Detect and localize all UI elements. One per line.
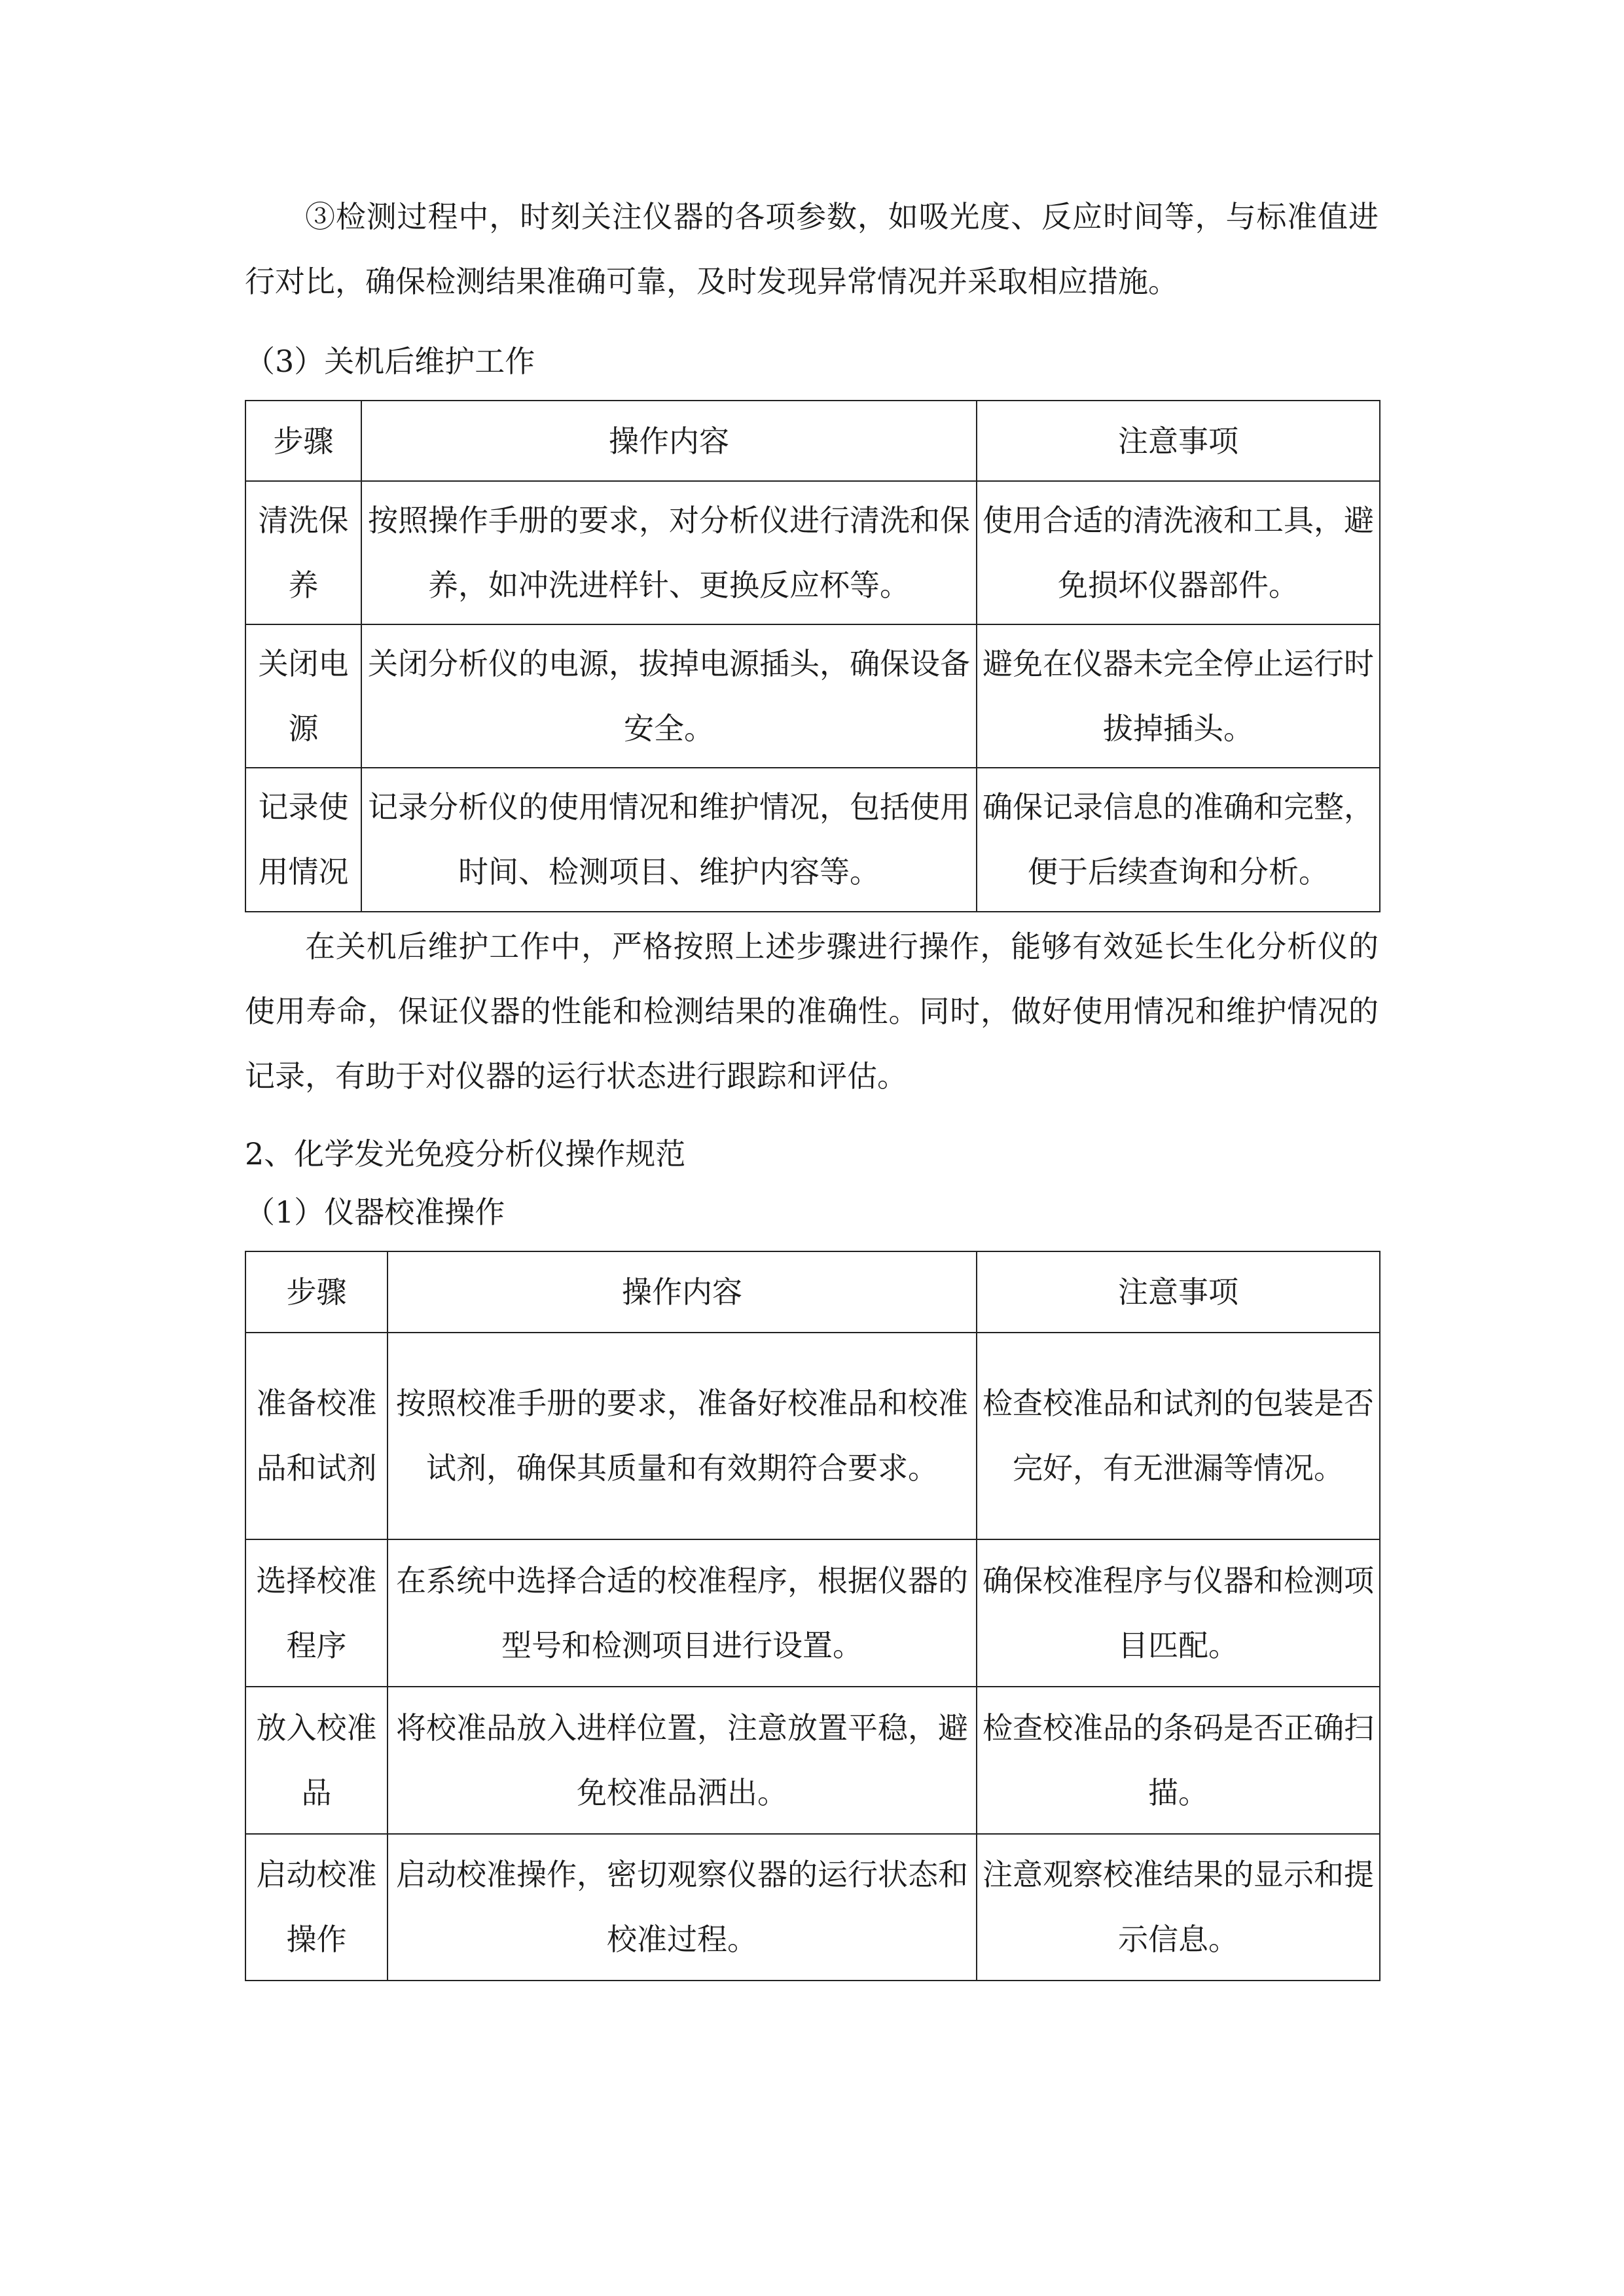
shutdown-maintenance-table bbox=[245, 400, 1380, 912]
notes-cell: 确保记录信息的准确和完整，便于后续查询和分析。 bbox=[977, 768, 1380, 912]
header-content: 操作内容 bbox=[388, 1251, 977, 1333]
calibration-table bbox=[245, 1251, 1380, 1981]
header-step: 步骤 bbox=[245, 401, 361, 481]
content-cell: 将校准品放入进样位置，注意放置平稳，避免校准品洒出。 bbox=[388, 1687, 977, 1834]
step-cell: 放入校准品 bbox=[245, 1687, 388, 1834]
table-row bbox=[245, 768, 1380, 912]
notes-cell: 确保校准程序与仪器和检测项目匹配。 bbox=[977, 1539, 1380, 1687]
table-row bbox=[245, 1834, 1380, 1981]
notes-cell: 检查校准品的条码是否正确扫描。 bbox=[977, 1687, 1380, 1834]
step-cell: 记录使用情况 bbox=[245, 768, 361, 912]
content-cell: 在系统中选择合适的校准程序，根据仪器的型号和检测项目进行设置。 bbox=[388, 1539, 977, 1687]
header-content: 操作内容 bbox=[361, 401, 977, 481]
notes-cell: 注意观察校准结果的显示和提示信息。 bbox=[977, 1834, 1380, 1981]
step-cell: 选择校准程序 bbox=[245, 1539, 388, 1687]
header-notes: 注意事项 bbox=[977, 401, 1380, 481]
table-row bbox=[245, 1333, 1380, 1539]
notes-cell: 使用合适的清洗液和工具，避免损坏仪器部件。 bbox=[977, 481, 1380, 624]
section2-heading: 2、化学发光免疫分析仪操作规范 bbox=[245, 1136, 686, 1172]
step-cell: 清洗保养 bbox=[245, 481, 361, 624]
table-row bbox=[245, 624, 1380, 768]
step-cell: 准备校准品和试剂 bbox=[245, 1333, 388, 1539]
step-cell: 关闭电源 bbox=[245, 624, 361, 768]
content-cell: 按照操作手册的要求，对分析仪进行清洗和保养，如冲洗进样针、更换反应杯等。 bbox=[361, 481, 977, 624]
header-notes: 注意事项 bbox=[977, 1251, 1380, 1333]
table-header-row bbox=[245, 401, 1380, 481]
step-cell: 启动校准操作 bbox=[245, 1834, 388, 1981]
intro-paragraph: ③检测过程中，时刻关注仪器的各项参数，如吸光度、反应时间等，与标准值进行对比，确保检测结果准确可靠，及时发现异常情况并采取相应措施。 bbox=[245, 199, 1379, 299]
content-cell: 关闭分析仪的电源，拔掉电源插头，确保设备安全。 bbox=[361, 624, 977, 768]
table-row bbox=[245, 1687, 1380, 1834]
section3-heading: （3）关机后维护工作 bbox=[245, 344, 535, 379]
content-cell: 按照校准手册的要求，准备好校准品和校准试剂，确保其质量和有效期符合要求。 bbox=[388, 1333, 977, 1539]
notes-cell: 避免在仪器未完全停止运行时拔掉插头。 bbox=[977, 624, 1380, 768]
content-cell: 启动校准操作，密切观察仪器的运行状态和校准过程。 bbox=[388, 1834, 977, 1981]
table-row bbox=[245, 481, 1380, 624]
notes-cell: 检查校准品和试剂的包装是否完好，有无泄漏等情况。 bbox=[977, 1333, 1380, 1539]
header-step: 步骤 bbox=[245, 1251, 388, 1333]
content-cell: 记录分析仪的使用情况和维护情况，包括使用时间、检测项目、维护内容等。 bbox=[361, 768, 977, 912]
table-header-row bbox=[245, 1251, 1380, 1333]
summary-paragraph: 在关机后维护工作中，严格按照上述步骤进行操作，能够有效延长生化分析仪的使用寿命，保证仪器的性能和检测结果的准确性。同时，做好使用情况和维护情况的记录，有助于对仪器的运行状态进行跟踪和评估。 bbox=[245, 929, 1379, 1094]
table-row bbox=[245, 1539, 1380, 1687]
subsection1-heading: （1）仪器校准操作 bbox=[245, 1194, 505, 1230]
